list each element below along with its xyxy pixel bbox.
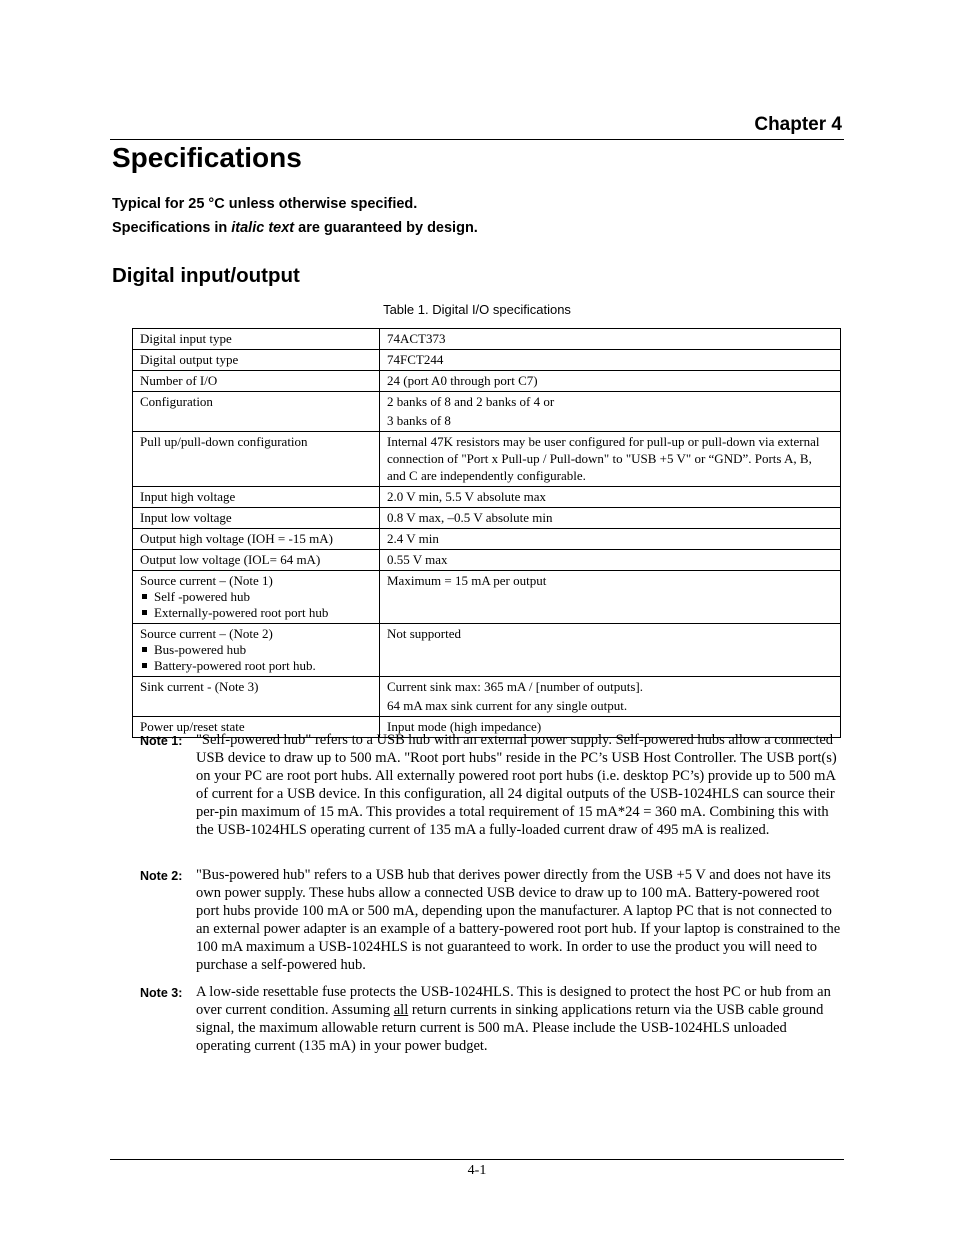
param-cell: Digital output type: [133, 350, 380, 371]
param-cell: Digital input type: [133, 329, 380, 350]
param-cell: Power up/reset state: [133, 717, 380, 738]
table-row: [133, 350, 841, 371]
param-label: Source current – (Note 2): [140, 626, 273, 641]
param-cell: Input low voltage: [133, 508, 380, 529]
bullet-item: Battery-powered root port hub.: [140, 658, 372, 674]
table-row: [133, 432, 841, 487]
value-cell: 0.8 V max, –0.5 V absolute min: [380, 508, 841, 529]
section-heading: Digital input/output: [112, 264, 300, 287]
param-label: Source current – (Note 1): [140, 573, 273, 588]
page-number: 4-1: [467, 1163, 487, 1178]
param-cell: Output high voltage (IOH = -15 mA): [133, 529, 380, 550]
value-cell: Maximum = 15 mA per output: [380, 571, 841, 624]
value-cell: 24 (port A0 through port C7): [380, 371, 841, 392]
note-1: [140, 731, 842, 839]
value-cell: 2.0 V min, 5.5 V absolute max: [380, 487, 841, 508]
note-underlined-word: all: [393, 1002, 409, 1018]
param-cell: Pull up/pull-down configuration: [133, 432, 380, 487]
param-cell: Input high voltage: [133, 487, 380, 508]
param-cell: [133, 624, 380, 677]
intro-text: are guaranteed by design.: [294, 220, 478, 236]
note-label: Note 1:: [140, 734, 183, 748]
value-cell: 2.4 V min: [380, 529, 841, 550]
value-line: 3 banks of 8: [387, 413, 451, 428]
note-text: "Bus-powered hub" refers to a USB hub that derives power directly from the USB +5 V and does not have its own power supply. These hubs allow a connected USB device to draw up to 100 mA. Battery-powered root port hubs provide 100 mA or 500 mA, depending upon the manufacturer. A laptop PC that is not connected to an external power adapter is an example of a battery-powered root port hub. If your laptop is constrained to the 100 mA maximum a USB-1024HLS is not guaranteed to work. In order to use the product you will need to purchase a self-powered hub.: [196, 867, 841, 973]
note-3: [140, 983, 842, 1055]
param-cell: Output low voltage (IOL= 64 mA): [133, 550, 380, 571]
value-cell: [380, 392, 841, 432]
bottom-rule: [110, 1159, 844, 1160]
note-text: [196, 983, 842, 1055]
value-line: 2 banks of 8 and 2 banks of 4 or: [387, 394, 555, 409]
intro-italic-text: italic text: [231, 220, 295, 236]
value-cell: Input mode (high impedance): [380, 717, 841, 738]
param-bullet-list: [140, 589, 372, 621]
param-cell: Number of I/O: [133, 371, 380, 392]
value-cell: 74FCT244: [380, 350, 841, 371]
table-row: [133, 677, 841, 717]
note-text: "Self-powered hub" refers to a USB hub with an external power supply. Self-powered hubs allow a connected USB device to draw up to 500 mA. "Root port hubs" reside in the PC’s USB Host Controller. The USB port(s) on your PC are root port hubs. All externally powered root port hubs (i.e. desktop PC’s) provide up to 500 mA of current for a USB device. In this configuration, all 24 digital outputs of the USB-1024HLS can source their per-pin maximum of 15 mA. This provides a total requirement of 15 mA*24 = 360 mA. Combining this with the USB-1024HLS operating current of 135 mA a fully-loaded current draw of 495 mA is realized.: [196, 732, 837, 838]
table-row: [133, 624, 841, 677]
spec-table: [132, 328, 841, 738]
chapter-label: Chapter 4: [754, 114, 842, 135]
note-label: Note 3:: [140, 986, 183, 1000]
table-row: [133, 529, 841, 550]
table-row: [133, 550, 841, 571]
value-cell: Not supported: [380, 624, 841, 677]
bullet-item: Externally-powered root port hub: [140, 605, 372, 621]
table-row: [133, 329, 841, 350]
param-cell: [133, 571, 380, 624]
bullet-item: Self -powered hub: [140, 589, 372, 605]
value-line: Current sink max: 365 mA / [number of outputs].: [387, 679, 644, 694]
table-row: [133, 371, 841, 392]
value-cell: Internal 47K resistors may be user configured for pull-up or pull-down via external connection of "Port x Pull-up / Pull-down" to "USB +5 V" or “GND”. Ports A, B, and C are independently configurable.: [380, 432, 841, 487]
param-bullet-list: [140, 642, 372, 674]
note-2: [140, 866, 842, 974]
note-text-part: A low-side resettable fuse protects the USB-1024HLS. This is designed to protect the host PC or hub from an over current condition. Assuming: [196, 984, 831, 1018]
table-row: [133, 571, 841, 624]
value-cell: [380, 677, 841, 717]
param-cell: Sink current - (Note 3): [133, 677, 380, 717]
page-title: Specifications: [112, 142, 302, 173]
note-label: Note 2:: [140, 869, 183, 883]
bullet-item: Bus-powered hub: [140, 642, 372, 658]
table-caption: Table 1. Digital I/O specifications: [383, 302, 571, 317]
intro-line-italic-note: [112, 219, 478, 237]
value-cell: 0.55 V max: [380, 550, 841, 571]
table-row: [133, 487, 841, 508]
value-line: 64 mA max sink current for any single output.: [387, 698, 628, 713]
intro-text: Specifications in: [112, 220, 232, 236]
value-cell: 74ACT373: [380, 329, 841, 350]
intro-line-temperature: Typical for 25 °C unless otherwise specified.: [112, 196, 418, 212]
table-row: [133, 508, 841, 529]
note-text-part: return currents in sinking applications return via the USB cable ground signal, the maximum allowable return current is 500 mA. Please include the USB-1024HLS unloaded operating current (135 mA) in your power budget.: [196, 1002, 824, 1054]
table-row: [133, 392, 841, 432]
param-cell: Configuration: [133, 392, 380, 432]
